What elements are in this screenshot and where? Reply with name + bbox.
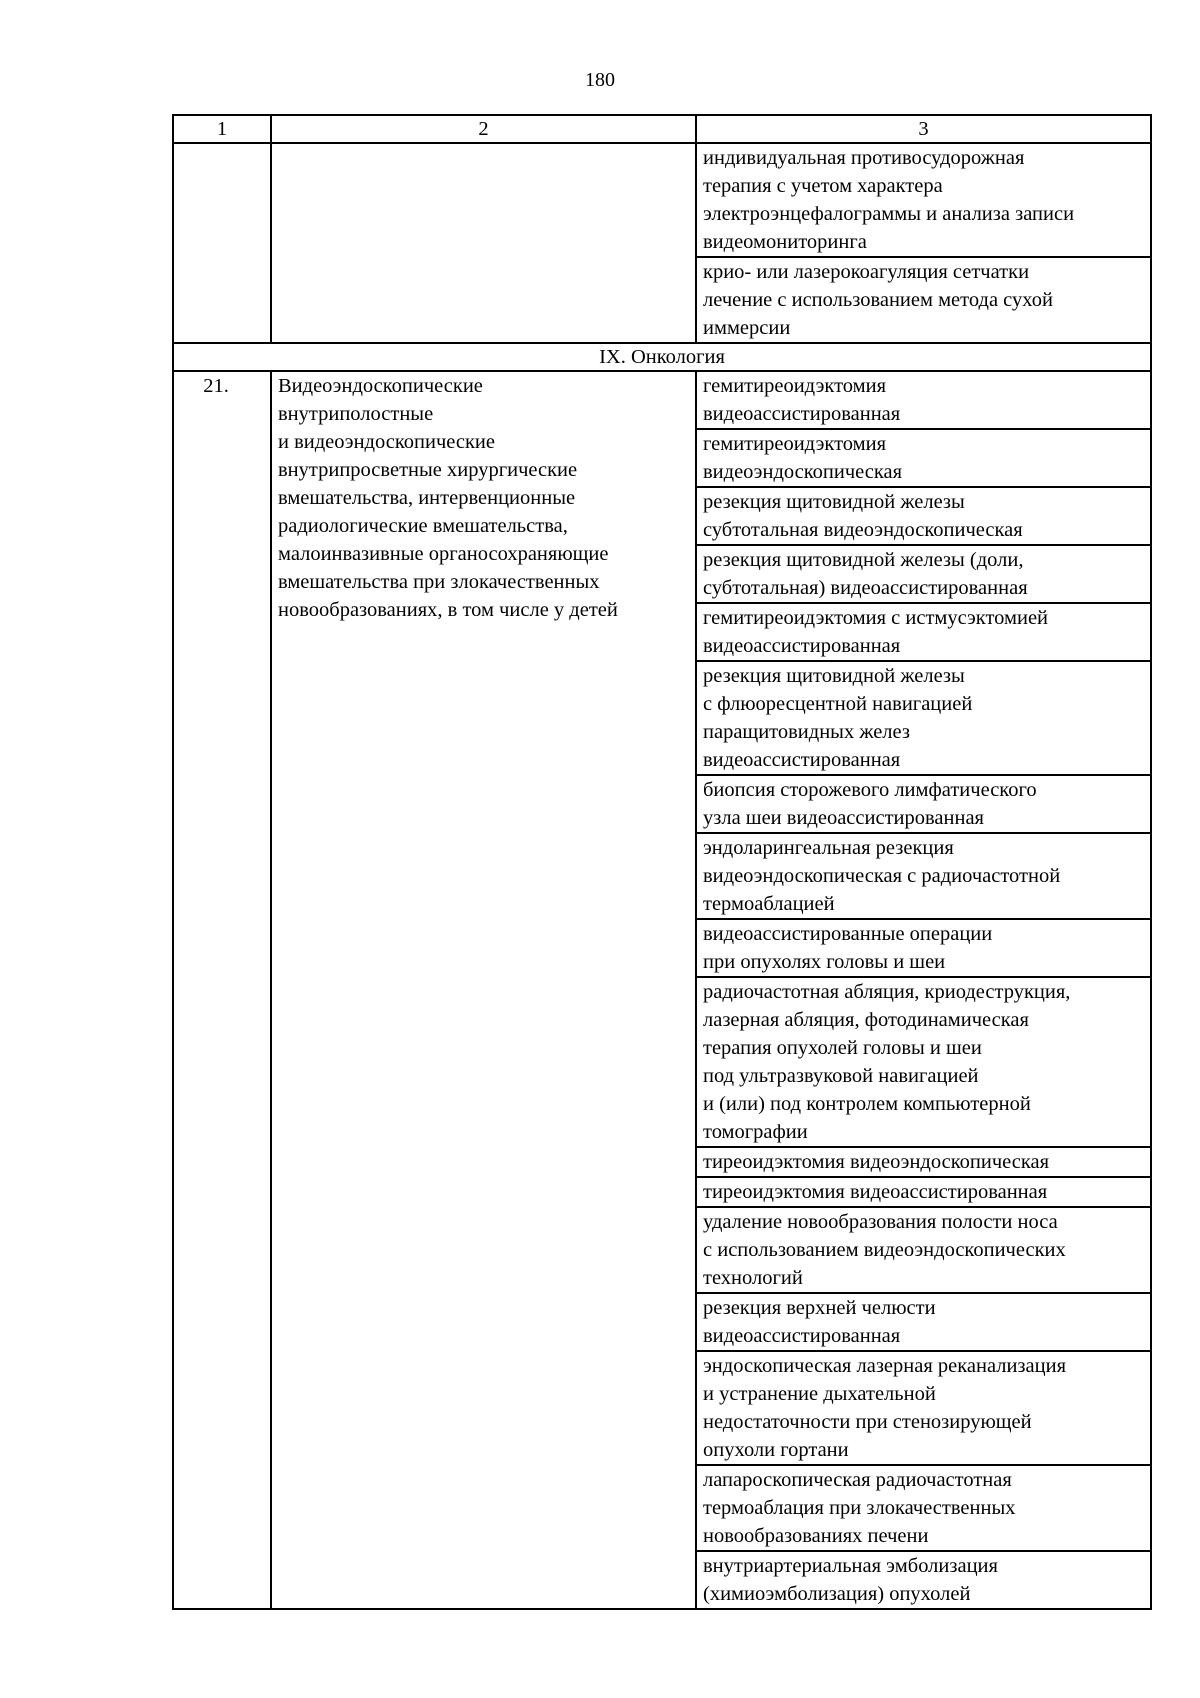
- table-row: [173, 371, 1151, 429]
- section-title: IX. Онкология: [173, 343, 1151, 371]
- column-number-1: 1: [173, 115, 271, 143]
- method-cell: видеоассистированные операции при опухолях головы и шеи: [696, 919, 1151, 977]
- method-cell: резекция щитовидной железы с флюоресцентной навигацией паращитовидных желез видеоассистированная: [696, 661, 1151, 775]
- empty-cell: [173, 143, 271, 343]
- column-number-3: 3: [696, 115, 1151, 143]
- method-cell: радиочастотная абляция, криодеструкция, лазерная абляция, фотодинамическая терапия опухолей головы и шеи под ультразвуковой навигацией и (или) под контролем компьютерной томографии: [696, 977, 1151, 1147]
- method-cell: эндоларингеальная резекция видеоэндоскопическая с радиочастотной термоаблацией: [696, 833, 1151, 919]
- empty-cell: [271, 143, 696, 343]
- method-cell: лапароскопическая радиочастотная термоаблация при злокачественных новообразованиях печени: [696, 1465, 1151, 1551]
- method-cell: тиреоидэктомия видеоэндоскопическая: [696, 1147, 1151, 1177]
- method-cell: внутриартериальная эмболизация (химиоэмболизация) опухолей: [696, 1551, 1151, 1609]
- method-cell: биопсия сторожевого лимфатического узла шеи видеоассистированная: [696, 775, 1151, 833]
- method-cell: гемитиреоидэктомия видеоассистированная: [696, 371, 1151, 429]
- method-cell: индивидуальная противосудорожная терапия с учетом характера электроэнцефалограммы и анализа записи видеомониторинга: [696, 143, 1151, 257]
- method-cell: крио- или лазерокоагуляция сетчатки лечение с использованием метода сухой иммерсии: [696, 257, 1151, 343]
- method-cell: гемитиреоидэктомия видеоэндоскопическая: [696, 429, 1151, 487]
- method-cell: гемитиреоидэктомия с истмусэктомией видеоассистированная: [696, 603, 1151, 661]
- method-cell: резекция верхней челюсти видеоассистированная: [696, 1293, 1151, 1351]
- table-row: [173, 143, 1151, 257]
- method-cell: эндоскопическая лазерная реканализация и устранение дыхательной недостаточности при стенозирующей опухоли гортани: [696, 1351, 1151, 1465]
- group-number: 21.: [173, 371, 271, 1609]
- table-header-row: [173, 115, 1151, 143]
- method-cell: тиреоидэктомия видеоассистированная: [696, 1177, 1151, 1207]
- procedures-table: [172, 114, 1152, 1610]
- method-cell: резекция щитовидной железы субтотальная видеоэндоскопическая: [696, 487, 1151, 545]
- section-row: [173, 343, 1151, 371]
- group-description: Видеоэндоскопические внутриполостные и видеоэндоскопические внутрипросветные хирургические вмешательства, интервенционные радиологические вмешательства, малоинвазивные органосохраняющие вмешательства при злокачественных новообразованиях, в том числе у детей: [271, 371, 696, 1609]
- column-number-2: 2: [271, 115, 696, 143]
- method-cell: резекция щитовидной железы (доли, субтотальная) видеоассистированная: [696, 545, 1151, 603]
- page-number: 180: [585, 69, 615, 91]
- method-cell: удаление новообразования полости носа с использованием видеоэндоскопических технологий: [696, 1207, 1151, 1293]
